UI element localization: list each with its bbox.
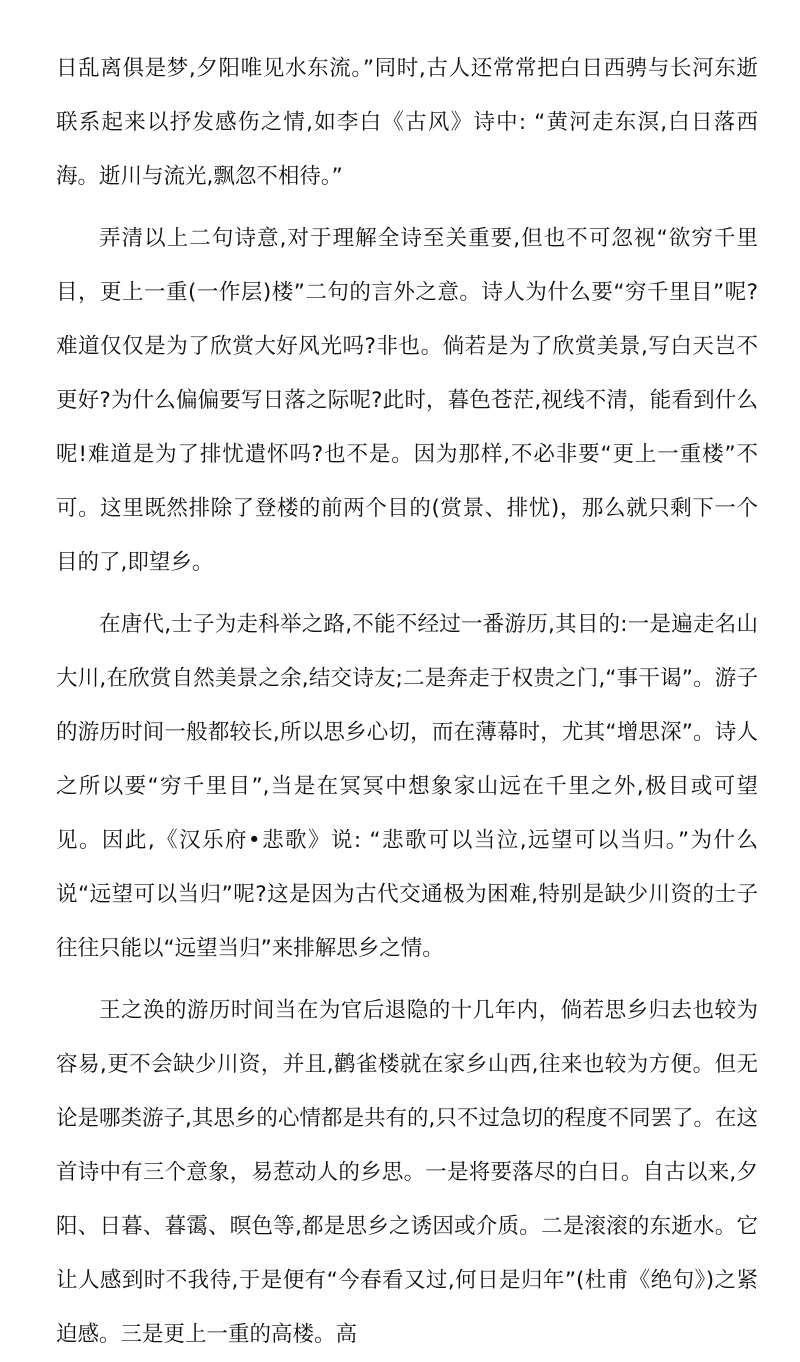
paragraph-3: 在唐代,士子为走科举之路,不能不经过一番游历,其目的:一是遍走名山大川,在欣赏自然美景之余,结交诗友;二是奔走于权贵之门,“事干谒”。游子的游历时间一般都较长,所以思乡心切，而在薄幕时，尤其“增思深”。诗人之所以要“穷千里目”,当是在冥冥中想象家山远在千里之外,极目或可望见。因此,《汉乐府•悲歌》说: “悲歌可以当泣,远望可以当归。”为什么说“远望可以当归”呢?这是因为古代交通极为困难,特别是缺少川资的士子往往只能以“远望当归”来排解思乡之情。 xyxy=(56,612,758,961)
paragraph-1: 日乱离俱是梦,夕阳唯见水东流。”同时,古人还常常把白日西骋与长河东逝联系起来以抒发感伤之情,如李白《古风》诗中: “黄河走东溟,白日落西海。逝川与流光,飘忽不相待。” xyxy=(56,56,758,189)
paragraph-4: 王之涣的游历时间当在为官后退隐的十几年内，倘若思乡归去也较为容易,更不会缺少川资，并且,鹳雀楼就在家乡山西,往来也较为方便。但无论是哪类游子,其思乡的心情都是共有的,只不过急切的程度不同罢了。在这首诗中有三个意象，易惹动人的乡思。一是将要落尽的白日。自古以来,夕阳、日暮、暮霭、暝色等,都是思乡之诱因或介质。二是滚滚的东逝水。它让人感到时不我待,于是便有“今春看又过,何日是归年”(杜甫《绝句》)之紧迫感。三是更上一重的高楼。高 xyxy=(56,998,758,1347)
paragraph-2: 弄清以上二句诗意,对于理解全诗至关重要,但也不可忽视“欲穷千里目，更上一重(一作层)楼”二句的言外之意。诗人为什么要“穷千里目”呢?难道仅仅是为了欣赏大好风光吗?非也。倘若是为了欣赏美景,写白天岂不更好?为什么偏偏要写日落之际呢?此时，暮色苍茫,视线不清，能看到什么呢!难道是为了排忧遣怀吗?也不是。因为那样,不必非要“更上一重楼”不可。这里既然排除了登楼的前两个目的(赏景、排忧)，那么就只剩下一个目的了,即望乡。 xyxy=(56,226,758,575)
